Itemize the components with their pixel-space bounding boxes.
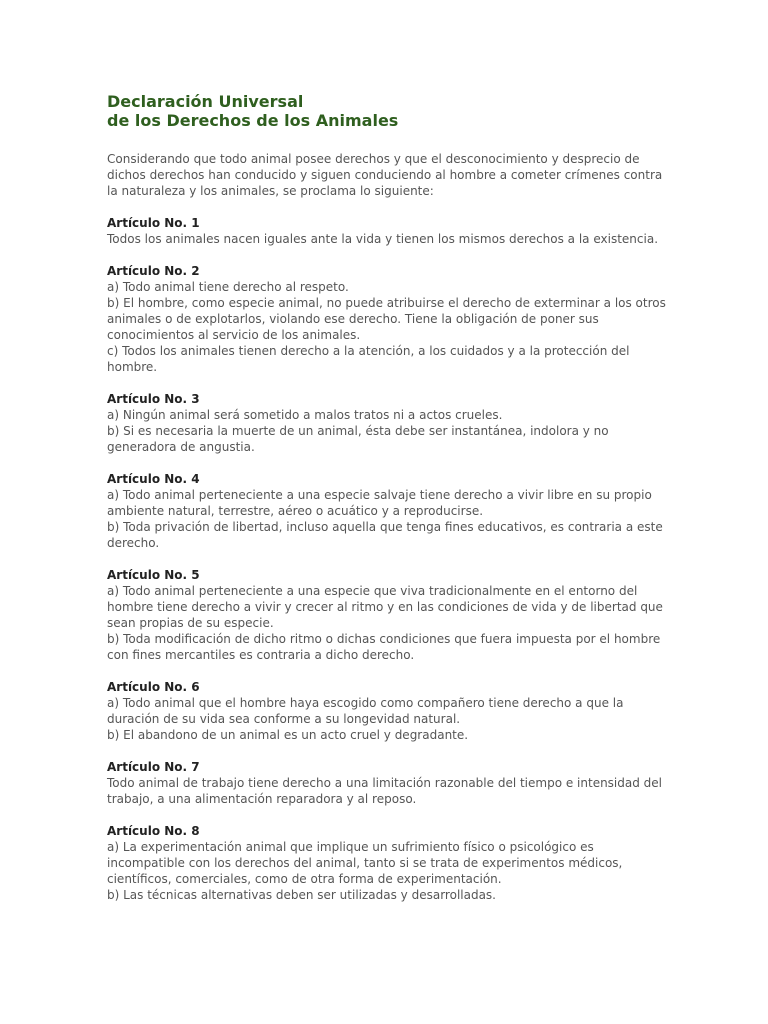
- article-paragraph: b) Toda privación de libertad, incluso aquella que tenga fines educativos, es contraria a este derecho.: [107, 520, 663, 550]
- article-body: [107, 407, 667, 455]
- document-title-line-1: Declaración Universal: [107, 92, 304, 111]
- document-title-line-2: de los Derechos de los Animales: [107, 111, 399, 130]
- article-heading: Artículo No. 2: [107, 264, 200, 278]
- article-paragraph: b) Las técnicas alternativas deben ser utilizadas y desarrolladas.: [107, 888, 496, 902]
- article-paragraph: b) El abandono de un animal es un acto cruel y degradante.: [107, 728, 469, 742]
- document-page: [107, 92, 667, 903]
- article-paragraph: a) Todo animal tiene derecho al respeto.: [107, 280, 349, 294]
- article-body: [107, 839, 667, 903]
- article-paragraph: a) Todo animal perteneciente a una especie salvaje tiene derecho a vivir libre en su propio ambiente natural, terrestre, aéreo o acuático y a reproducirse.: [107, 488, 652, 518]
- article-paragraph: b) Toda modificación de dicho ritmo o dichas condiciones que fuera impuesta por el hombre con fines mercantiles es contraria a dicho derecho.: [107, 632, 661, 662]
- article-section-7: [107, 759, 667, 807]
- article-paragraph: Todo animal de trabajo tiene derecho a una limitación razonable del tiempo e intensidad del trabajo, a una alimentación reparadora y al reposo.: [107, 776, 663, 806]
- article-section-8: [107, 823, 667, 903]
- articles-list: [107, 215, 667, 903]
- article-paragraph: a) Ningún animal será sometido a malos tratos ni a actos crueles.: [107, 408, 503, 422]
- article-heading: Artículo No. 6: [107, 680, 200, 694]
- article-section-4: [107, 471, 667, 551]
- article-section-3: [107, 391, 667, 455]
- article-heading: Artículo No. 8: [107, 824, 200, 838]
- article-section-6: [107, 679, 667, 743]
- article-section-2: [107, 263, 667, 375]
- intro-paragraph: Considerando que todo animal posee derechos y que el desconocimiento y desprecio de dichos derechos han conducido y siguen conduciendo al hombre a cometer crímenes contra la naturaleza y los animales, se proclama lo siguiente:: [107, 152, 663, 198]
- article-paragraph: c) Todos los animales tienen derecho a la atención, a los cuidados y a la protección del hombre.: [107, 344, 630, 374]
- article-section-1: [107, 215, 667, 247]
- article-paragraph: a) Todo animal que el hombre haya escogido como compañero tiene derecho a que la duración de su vida sea conforme a su longevidad natural.: [107, 696, 624, 726]
- article-paragraph: a) Todo animal perteneciente a una especie que viva tradicionalmente en el entorno del hombre tiene derecho a vivir y crecer al ritmo y en las condiciones de vida y de libertad que sean propias de su especie.: [107, 584, 663, 630]
- article-body: [107, 279, 667, 375]
- article-body: [107, 583, 667, 663]
- article-paragraph: b) Si es necesaria la muerte de un animal, ésta debe ser instantánea, indolora y no generadora de angustia.: [107, 424, 609, 454]
- article-heading: Artículo No. 7: [107, 760, 200, 774]
- document-title: [107, 92, 667, 130]
- article-heading: Artículo No. 4: [107, 472, 200, 486]
- article-body: [107, 695, 667, 743]
- article-heading: Artículo No. 5: [107, 568, 200, 582]
- article-paragraph: b) El hombre, como especie animal, no puede atribuirse el derecho de exterminar a los otros animales o de explotarlos, violando ese derecho. Tiene la obligación de poner sus conocimientos al servicio de los animales.: [107, 296, 666, 342]
- article-heading: Artículo No. 1: [107, 216, 200, 230]
- article-body: [107, 775, 667, 807]
- article-paragraph: a) La experimentación animal que implique un sufrimiento físico o psicológico es incompatible con los derechos del animal, tanto si se trata de experimentos médicos, científicos, comerciales, como de otra forma de experimentación.: [107, 840, 623, 886]
- article-section-5: [107, 567, 667, 663]
- article-heading: Artículo No. 3: [107, 392, 200, 406]
- article-body: [107, 487, 667, 551]
- article-paragraph: Todos los animales nacen iguales ante la vida y tienen los mismos derechos a la existencia.: [107, 232, 659, 246]
- article-body: [107, 231, 667, 247]
